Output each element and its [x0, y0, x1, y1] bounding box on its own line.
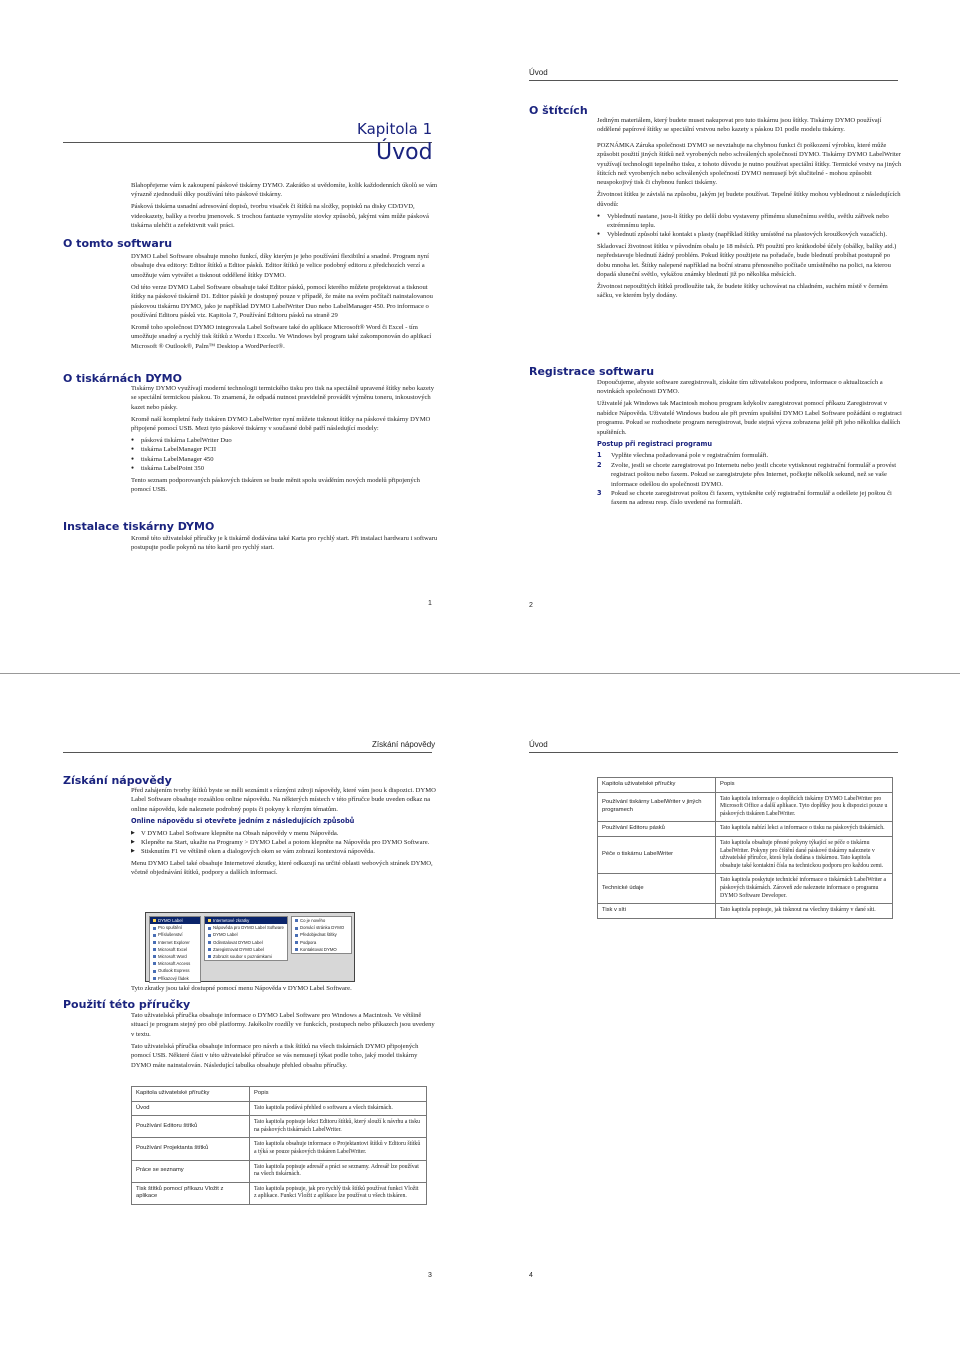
list-item: 1 Vyplňte všechna požadovaná pole v registračním formuláři. [597, 451, 769, 460]
labels-paragraph: Životnost nepoužitých štítků prodloužíte tak, že budete štítky uchovávat na chladném, suchém místě v černém sáčku, ve kterém byly dodány. [597, 283, 888, 300]
labels-paragraph: Jediným materiálem, který budete muset nakupovat pro tuto tiskárnu jsou štítky. Tiskárny DYMO používají oddělené papírové štítky se speciální vrstvou nebo kazety s páskou D1 podle modelu tiskárny. [597, 117, 882, 134]
printers-paragraph: Tiskárny DYMO využívají moderní technologii termického tisku pro tisk na speciálně upravené štítky nebo kazety se speciální termickou páskou. To znamená, že odpadá nutnost pravidelně provádět výměnu toneru, inkoustových kazet nebo pásky. [131, 385, 435, 411]
registration-paragraph: Dopoučujeme, abyste software zaregistrovali, získáte tím uživatelskou podporu, informace o aktualizacích a novinkách společnosti DYMO. [597, 379, 883, 396]
menu-column [204, 916, 288, 961]
usage-text [131, 1011, 436, 1072]
running-header: Získání nápovědy [372, 740, 436, 749]
menu-item: Microsoft Access [150, 960, 200, 967]
help-ways-list [131, 829, 436, 857]
registration-steps [597, 451, 902, 507]
table-cell: Tato kapitola informuje o doplňcích tiskárny DYMO LabelWriter pro Microsoft Office a další aplikace. Tyto doplňky jsou k dispozici pouze u páskových tiskáren LabelWriter. [716, 792, 893, 822]
list-item: ● pásková tiskárna LabelWriter Duo [131, 436, 441, 445]
table-header-cell: Popis [716, 778, 893, 793]
table-row [132, 1138, 427, 1160]
table-cell: Tato kapitola popisuje, jak tisknout na všechny tiskárny v dané síti. [716, 904, 893, 919]
table-cell: Tisk v síti [598, 904, 716, 919]
table-cell: Práce se seznamy [132, 1160, 250, 1182]
table-header-row [598, 778, 893, 793]
menu-item: Microsoft Excel [150, 946, 200, 953]
page-number: 1 [428, 600, 432, 607]
table-header-cell: Popis [250, 1087, 427, 1102]
list-item: ● tiskárna LabelManager 450 [131, 455, 441, 464]
menu-item: Podpora [292, 939, 351, 946]
table-row [598, 822, 893, 837]
table-cell: Tato kapitola poskytuje technické informace o tiskárnách LabelWriter a páskových tiskárnách. Zároveň zde naleznete informace o programu DYMO Software Developer. [716, 874, 893, 904]
page-3 [0, 674, 480, 1347]
usage-paragraph: Tato uživatelská příručka obsahuje informace o DYMO Label Software pro Windows a Macintosh. Ve většině situací je program stejný pro obě platformy. Jakékoliv rozdíly ve funkcích, postupech nebo příkazech jsou uvedeny v textu. [131, 1012, 435, 1038]
table-cell: Tato kapitola popisuje lekci Editoru štítků, který slouží k návrhu a tisku na páskových tiskárnách LabelWriter. [250, 1116, 427, 1138]
section-heading-printers: O tiskárnách DYMO [63, 372, 182, 385]
table-cell: Tisk štítků pomocí příkazu Vložit z aplikace [132, 1182, 250, 1204]
table-cell: Používání Editoru štítků [132, 1116, 250, 1138]
header-rule [529, 80, 898, 81]
section-heading-about: O tomto softwaru [63, 237, 173, 250]
list-item: 3 Pokud se chcete zaregistrovat poštou či faxem, vytiskněte celý registrační formulář a odešlete jej poštou či faxem na adresu resp. číslo uvedené na formuláři. [597, 488, 892, 507]
menu-item: Internetové zkratky [205, 917, 287, 924]
list-item: 2 Zvolte, jestli se chcete zaregistrovat po Internetu nebo jestli chcete vytisknout registrační formulář a provést registraci poštou nebo faxem. Pokud se zaregistrujete přes Internet, počkejte několik sekund, než se vaše informace odešlou do společnosti DYMO. [597, 460, 897, 488]
chapters-table-continued [597, 777, 893, 919]
list-item: ● Vyblednutí nastane, jsou-li štítky po delší dobu vystaveny přímému slunečnímu světlu, světlu zářivek nebo extrémnímu teplu. [597, 212, 902, 231]
menu-item: Předobjednat štítky [292, 931, 351, 938]
printers-text [131, 384, 441, 497]
usage-paragraph: Tato uživatelská příručka obsahuje informace pro návrh a tisk štítků na všech tiskárnách DYMO připojených pomocí USB. Některé části v této uživatelské příručce se vás nemusejí týkat podle toho, jaký model tiskárny DYMO máte nainstalován. Následující tabulka obsahuje přehled obsahu příručky. [131, 1042, 419, 1069]
menu-item: Příkazový řádek [150, 975, 200, 982]
screenshot-caption: Tyto zkratky jsou také dostupné pomocí menu Nápověda v DYMO Label Software. [131, 985, 352, 992]
list-item: ▶ Klepněte na Start, ukažte na Programy > DYMO Label a potom klepněte na Nápověda pro DYMO Software. [131, 838, 436, 847]
page-1 [0, 0, 480, 673]
help-subheading: Online nápovědu si otevřete jedním z následujících způsobů [131, 817, 355, 826]
about-paragraph: DYMO Label Software obsahuje mnoho funkcí, díky kterým je jeho používání flexibilní a snadné. Program nyní obsahuje dva editory: Editor štítků a Editor pásků. Editor štítků je velice podobný editoru z předchozích verzí a umožňuje vám vytvářet a tisknout oddělené štítky DYMO. [131, 253, 429, 279]
table-cell: Tato kapitola obsahuje informace o Projektantovi štítků v Editoru štítků a týká se pouze páskových tiskáren LabelWriter. [250, 1138, 427, 1160]
menu-item: Nápověda pro DYMO Label Software [205, 924, 287, 931]
help-text [131, 786, 436, 880]
printers-paragraph: Kromě naší kompletní řady tiskáren DYMO LabelWriter nyní můžete tisknout štítky na páskové tiskárny DYMO připojené pomocí USB. Mezi tyto páskové tiskárny v současné době patří následující modely: [131, 415, 431, 433]
table-row [132, 1116, 427, 1138]
page-2 [480, 0, 960, 673]
table-cell: Tato kapitola popisuje adresář a práci se seznamy. Adresář lze používat na všech tiskárnách. [250, 1160, 427, 1182]
menu-item: Internet Explorer [150, 939, 200, 946]
help-paragraph: Před zahájením tvorby štítků byste se měli seznámit s různými zdroji nápovědy, které vám jsou k dispozici. DYMO Label Software obsahuje rozsáhlou online nápovědu. Na některých místech v této příručce bude uveden odkaz na online nápovědu, kde naleznete podrobný popis či pokyny k různým tématům. [131, 787, 436, 813]
table-cell: Tato kapitola obsahuje přesné pokyny týkající se péče o tiskárnu LabelWriter. Pokyny pro čištění dané páskové tiskárny naleznete v uživatelské příručce, která byla dodána s tiskárnou. Tato kapitola obsahuje také kontaktní čísla na technickou podporu pro každou zemi. [716, 836, 893, 873]
running-header: Úvod [529, 68, 548, 77]
install-paragraph: Kromě této uživatelské příručky je k tiskárně dodávána také Karta pro rychlý start. Při instalaci hardwaru i softwaru postupujte podle pokynů na této kartě pro rychlý start. [131, 535, 438, 552]
table-cell: Používání Projektanta štítků [132, 1138, 250, 1160]
header-rule [529, 752, 898, 753]
chapters-table [131, 1086, 427, 1205]
menu-item: DYMO Label [205, 931, 287, 938]
page-number: 2 [529, 602, 533, 609]
registration-subheading: Postup při registraci programu [597, 439, 713, 448]
intro-paragraph: Pásková tiskárna usnadní adresování dopisů, tvorbu visaček či štítků na složky, popisků na disky CD/DVD, videokazety, balíky a tvorbu jmenovek. S trochou fantazie vymyslíte stovky způsobů, jakými vám může pásková tiskárna ulehčit a zefektivnit vaši práci. [131, 203, 429, 230]
table-cell: Péče o tiskárnu LabelWriter [598, 836, 716, 873]
menu-item: Odinstalovat DYMO Label [205, 939, 287, 946]
registration-paragraph: Uživatelé jak Windows tak Macintosh mohou program kdykoliv zaregistrovat pomocí příkazu Zaregistrovat v nabídce Nápověda. Uživatelé Windows budou ale při prvním spuštění DYMO Label Software požádáni o registraci programu. Pokud se rozhodnete program neregistrovat, bude stejná výzva zobrazena ještě při jeho několika dalších spuštěních. [597, 400, 902, 436]
note-paragraph: POZNÁMKA Záruka společnosti DYMO se nevztahuje na chybnou funkci či poškození výrobku, které může způsobit použití jiných štítků než vyrobených nebo schválených společností DYMO. Tiskárny DYMO LabelWriter využívají technologii tepelného tisku, z tohoto důvodu je nutno používat speciální štítky. Termické vrstvy na jiných štítcích než vyrobených nebo schválených společností DYMO nemusejí být slučitelné - mohou způsobit neuspokojivý tisk či chybnou funkci tiskárny. [597, 141, 902, 187]
table-row [132, 1101, 427, 1116]
table-row [598, 792, 893, 822]
install-text [131, 534, 441, 555]
menu-item: Zobrazit soubor s poznámkami [205, 953, 287, 960]
menu-item: Pro spuštění [150, 924, 200, 931]
labels-paragraph: Životnost štítku je závislá na způsobu, jakým jej budete používat. Tepelné štítky mohou vyblednout z následujících důvodů: [597, 191, 901, 208]
labels-text [597, 116, 902, 303]
running-header: Úvod [529, 740, 548, 749]
table-cell: Používání tiskárny LabelWriter v jiných programech [598, 792, 716, 822]
start-menu-screenshot [145, 912, 355, 982]
section-heading-install: Instalace tiskárny DYMO [63, 520, 215, 533]
help-paragraph: Menu DYMO Label také obsahuje Internetové zkratky, které odkazují na určité oblasti webových stránek DYMO, včetně objednávání štítků, podpory a dalších informací. [131, 859, 433, 877]
table-row [598, 836, 893, 873]
table-row [598, 874, 893, 904]
about-paragraph: Od této verze DYMO Label Software obsahuje také Editor pásků, pomocí kterého můžete projektovat a tisknout štítky na páskové tiskárně D1. Editor pásků je dostupný pouze v případě, že máte na svém počítači nainstalovanou páskovou tiskárnu DYMO, jako je například DYMO LabelWriter Duo nebo LabelManager 450. Pro informace o používání Editoru pásků viz. Kapitola 7, Používání Editoru pásků na straně 29 [131, 283, 433, 319]
page-number: 3 [428, 1272, 432, 1279]
labels-paragraph: Skladovací životnost štítku v původním obalu je 18 měsíců. Při použití pro krátkodobé účely (obálky, balíky atd.) nepředstavuje blednutí žádný problém. Pokud štítky použijete na pořadače, bude blednutí probíhat postupně po dobu mnoha let. Štítky nalepené například na boční stranu přenosného počítače umístěného na polici, na kterou dopadá sluneční světlo, vykážou známky blednutí již po několika měsících. [597, 242, 897, 279]
menu-item: Co je nového [292, 917, 351, 924]
table-cell: Tato kapitola nabízí lekci a informace o tisku na páskových tiskárnách. [716, 822, 893, 837]
table-cell: Tato kapitola popisuje, jak pro rychlý tisk štítků používat funkci Vložit z aplikace. Funkci Vložit z aplikace lze používat u všech tiskáren. [250, 1182, 427, 1204]
menu-item: Příslušenství [150, 931, 200, 938]
list-item: ● tiskárna LabelPoint 350 [131, 464, 441, 473]
intro-text [131, 181, 441, 233]
menu-item: DYMO Label [150, 917, 200, 924]
menu-item: Microsoft Word [150, 953, 200, 960]
page-4 [480, 674, 960, 1347]
table-cell: Tato kapitola podává přehled o softwaru a všech tiskárnách. [250, 1101, 427, 1116]
menu-item: Outlook Express [150, 967, 200, 974]
list-item: ● tiskárna LabelManager PCII [131, 445, 441, 454]
printers-paragraph: Tento seznam podporovaných páskových tiskáren se bude měnit spolu uváděním nových modelů připojených pomocí USB. [131, 476, 420, 494]
table-header-row [132, 1087, 427, 1102]
section-heading-labels: O štítcích [529, 104, 588, 117]
about-paragraph: Kromě toho společnost DYMO integrovala Label Software také do aplikace Microsoft® Word či Excel - tím umožňuje snadný a rychlý tisk štítků z Wordu i Excelu. Ve Windows byl program také zakomponován do aplikací Microsoft ® Outlook®, Palm™ Desktop a WordPerfect®. [131, 323, 432, 350]
table-header-cell: Kapitola uživatelské příručky [132, 1087, 250, 1102]
header-rule [63, 752, 432, 753]
menu-item: Kontaktovat DYMO [292, 946, 351, 953]
intro-paragraph: Blahopřejeme vám k zakoupení páskové tiskárny DYMO. Zakrátko si uvědomíte, kolik každodenních úkolů se vám výrazně zjednoduší díky používání této páskové tiskárny. [131, 182, 438, 199]
section-heading-help: Získání nápovědy [63, 774, 172, 787]
fade-reasons-list [597, 212, 902, 240]
menu-item: Domácí stránka DYMO [292, 924, 351, 931]
menu-item: Zaregistrovat DYMO Label [205, 946, 287, 953]
list-item: ▶ Stisknutím F1 ve většině oken a dialogových oken se vám zobrazí kontextová nápověda. [131, 847, 436, 856]
section-heading-usage: Použití této příručky [63, 998, 191, 1011]
table-header-cell: Kapitola uživatelské příručky [598, 778, 716, 793]
registration-text [597, 378, 902, 510]
chapter-title: Úvod [376, 140, 433, 165]
list-item: ▶ V DYMO Label Software klepněte na Obsah nápovědy v menu Nápověda. [131, 829, 436, 838]
section-heading-registration: Registrace softwaru [529, 365, 655, 378]
page-number: 4 [529, 1272, 533, 1279]
list-item: ● Vyblednutí způsobí také kontakt s plasty (například štítky umístěné na plastových kroužkových vazačích). [597, 230, 902, 239]
table-row [598, 904, 893, 919]
menu-column [149, 916, 201, 983]
menu-column [291, 916, 352, 954]
table-cell: Používání Editoru pásků [598, 822, 716, 837]
table-row [132, 1160, 427, 1182]
table-cell: Technické údaje [598, 874, 716, 904]
table-cell: Úvod [132, 1101, 250, 1116]
chapter-label: Kapitola 1 [357, 120, 433, 138]
about-text [131, 252, 441, 354]
table-row [132, 1182, 427, 1204]
models-list [131, 436, 441, 474]
